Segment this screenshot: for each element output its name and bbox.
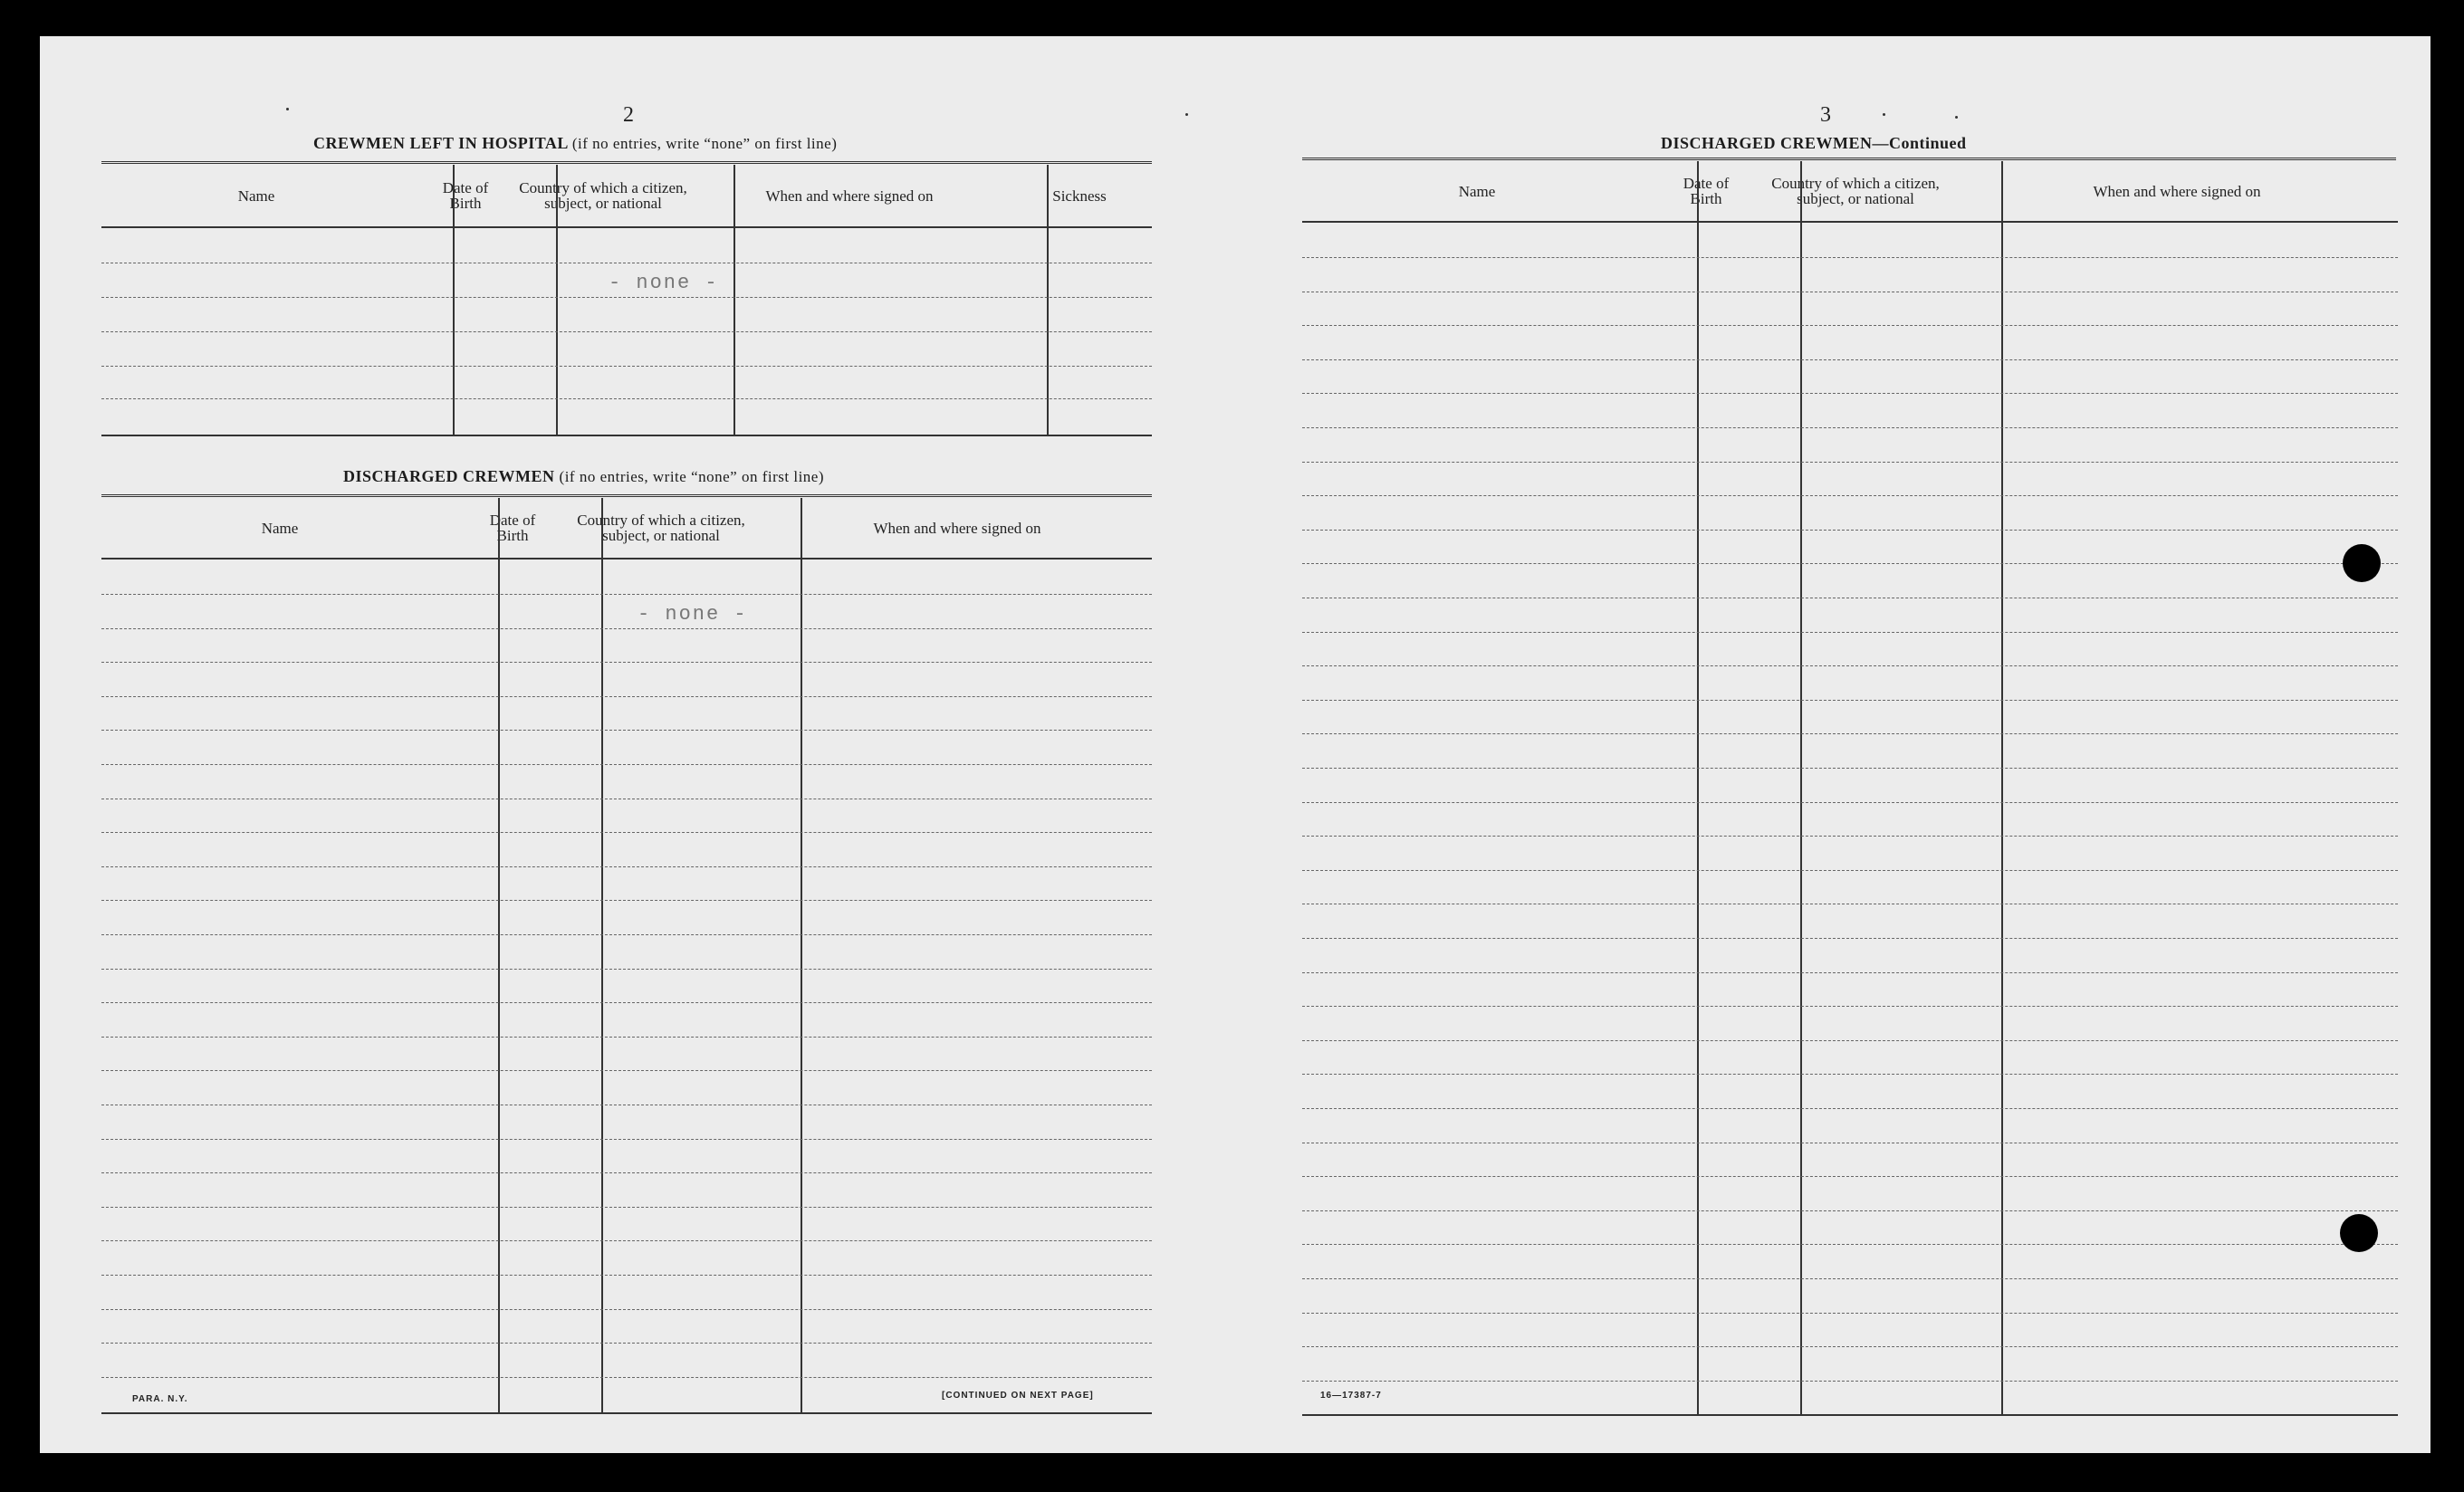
table-row (101, 594, 1152, 595)
col-header-signed-on: When and where signed on (873, 519, 1041, 537)
continued-col-divider (2001, 161, 2003, 1414)
discharged-title-instruction: (if no entries, write “none” on first line) (559, 468, 824, 485)
hospital-header-rule (101, 226, 1152, 228)
table-row (101, 696, 1152, 697)
hospital-none-entry: - none - (609, 272, 719, 294)
discharged-bottom-rule (101, 1412, 1152, 1414)
table-row (1302, 1381, 2398, 1382)
table-row (1302, 836, 2398, 837)
discharged-continued-table (1302, 161, 2398, 1418)
scan-speck (1185, 113, 1188, 116)
table-row (101, 331, 1152, 332)
col-header-sickness: Sickness (1052, 186, 1107, 205)
table-row (1302, 700, 2398, 701)
table-row (1302, 665, 2398, 666)
table-row (1302, 870, 2398, 871)
hospital-bottom-rule (101, 435, 1152, 436)
col-header-name: Name (1458, 182, 1496, 200)
table-row (1302, 632, 2398, 633)
table-row (1302, 530, 2398, 531)
col-header-country: Country of which a citizen, subject, or national (577, 512, 745, 544)
table-row (101, 832, 1152, 833)
footer-printer-mark: PARA. N.Y. (132, 1394, 188, 1404)
hospital-col-divider (556, 165, 558, 436)
table-row (1302, 1244, 2398, 1245)
table-row (1302, 733, 2398, 734)
footer-continued-note: [CONTINUED ON NEXT PAGE] (942, 1391, 1094, 1401)
table-row (1302, 1278, 2398, 1279)
table-row (101, 1002, 1152, 1003)
table-row (1302, 938, 2398, 939)
table-row (101, 1070, 1152, 1071)
discharged-continued-title: DISCHARGED CREWMEN—Continued (1661, 134, 1967, 152)
table-row (101, 366, 1152, 367)
continued-bottom-rule (1302, 1414, 2398, 1416)
table-row (101, 1207, 1152, 1208)
table-row (101, 866, 1152, 867)
col-header-name: Name (261, 519, 299, 537)
scan-speck (1955, 116, 1958, 119)
hospital-title-instruction: (if no entries, write “none” on first line) (571, 135, 838, 152)
col-header-country: Country of which a citizen, subject, or national (519, 179, 687, 212)
continued-header-rule (1302, 221, 2398, 223)
scan-speck (286, 108, 289, 110)
table-row (1302, 563, 2398, 564)
discharged-header-rule (101, 558, 1152, 560)
table-row (101, 628, 1152, 629)
table-row (1302, 359, 2398, 360)
table-row (1302, 393, 2398, 394)
table-row (1302, 802, 2398, 803)
hospital-table (101, 165, 1152, 436)
table-row (1302, 1313, 2398, 1314)
table-row (1302, 1108, 2398, 1109)
table-row (101, 1309, 1152, 1310)
table-row (101, 1343, 1152, 1344)
table-row (101, 764, 1152, 765)
table-row (101, 398, 1152, 399)
table-row (101, 730, 1152, 731)
table-row (1302, 1040, 2398, 1041)
col-header-signed-on: When and where signed on (2093, 182, 2261, 200)
table-row (1302, 972, 2398, 973)
col-header-dob: Date of Birth (1683, 175, 1730, 207)
hospital-col-divider (1047, 165, 1049, 436)
table-row (101, 1240, 1152, 1241)
table-row (101, 900, 1152, 901)
discharged-section-title (343, 467, 824, 486)
hospital-col-divider (733, 165, 735, 436)
discharged-none-entry: - none - (638, 603, 748, 626)
table-row (101, 662, 1152, 663)
continued-col-divider (1697, 161, 1699, 1414)
table-row (101, 1377, 1152, 1378)
discharged-title-text: DISCHARGED CREWMEN (343, 467, 555, 485)
table-row (101, 1172, 1152, 1173)
table-row (1302, 462, 2398, 463)
table-row (1302, 325, 2398, 326)
table-row (1302, 1006, 2398, 1007)
table-row (1302, 1210, 2398, 1211)
table-row (1302, 495, 2398, 496)
continued-col-divider (1800, 161, 1802, 1414)
table-row (101, 934, 1152, 935)
col-header-name: Name (237, 186, 275, 205)
col-header-dob: Date of Birth (489, 512, 536, 544)
table-row (1302, 257, 2398, 258)
table-row (101, 1139, 1152, 1140)
table-row (101, 1275, 1152, 1276)
page-number-right: 3 (1820, 103, 1831, 127)
scan-speck (1883, 113, 1885, 116)
table-row (1302, 427, 2398, 428)
col-header-country: Country of which a citizen, subject, or national (1771, 175, 1940, 207)
table-row (1302, 1176, 2398, 1177)
table-row (101, 297, 1152, 298)
table-row (1302, 768, 2398, 769)
table-row (101, 969, 1152, 970)
table-row (101, 1037, 1152, 1038)
form-sheet (40, 36, 2430, 1453)
table-row (1302, 1074, 2398, 1075)
col-header-signed-on: When and where signed on (765, 186, 934, 205)
footer-form-number: 16—17387-7 (1320, 1391, 1382, 1401)
table-row (1302, 1346, 2398, 1347)
hospital-col-divider (453, 165, 455, 436)
hospital-section-title (313, 134, 837, 153)
discharged-table (101, 498, 1152, 1416)
punch-hole (2340, 1214, 2378, 1252)
page-number-left: 2 (623, 103, 634, 127)
punch-hole (2343, 544, 2381, 582)
hospital-title-text: CREWMEN LEFT IN HOSPITAL (313, 134, 568, 152)
col-header-dob: Date of Birth (442, 179, 489, 212)
